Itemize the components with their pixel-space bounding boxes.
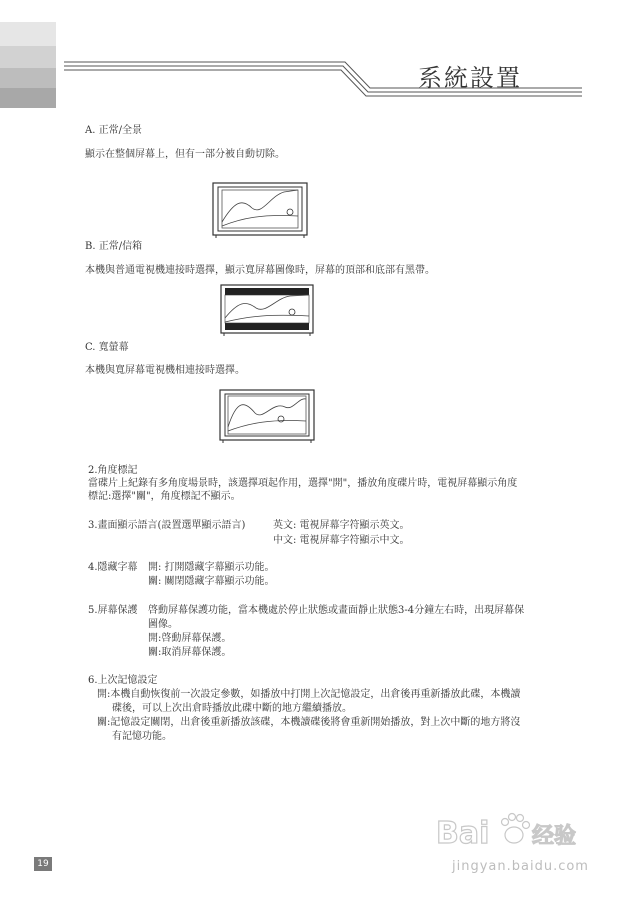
item4-opt-off: 關: 關閉隱藏字幕顯示功能。	[148, 576, 275, 587]
item6-on-line1: 開:本機自動恢復前一次設定參數，如播放中打開上次記憶設定，出倉後再重新播放此碟，本機讀	[97, 689, 521, 700]
item2-line2: 標記:選擇"關"，角度標記不顯示。	[88, 491, 241, 502]
header-rule	[0, 0, 621, 100]
tv-full-screen-icon	[212, 182, 308, 238]
baidu-watermark-logo	[432, 805, 592, 857]
item6-off-line2: 有記憶功能。	[112, 731, 172, 742]
section-b-label: B. 正常/信箱	[85, 241, 143, 252]
page-title: 系統設置	[418, 64, 522, 92]
section-a-desc: 顯示在整個屏幕上，但有一部分被自動切除。	[85, 149, 285, 160]
paw-icon	[502, 814, 530, 844]
watermark-brand: Bai	[436, 816, 490, 851]
item3-title: 3.畫面顯示語言(設置選單顯示語言)	[88, 520, 246, 531]
item5-opt-on: 開:啓動屏幕保護。	[148, 633, 232, 644]
item6-title: 6.上次記憶設定	[88, 675, 158, 686]
section-c-desc: 本機與寬屏幕電視機相連接時選擇。	[85, 365, 245, 376]
section-a-label: A. 正常/全景	[85, 125, 142, 136]
item2-title: 2.角度標記	[88, 465, 138, 476]
item5-line1: 啓動屏幕保護功能，當本機處於停止狀態或畫面靜止狀態3-4分鐘左右時，出現屏幕保	[148, 605, 525, 616]
tv-wide-screen-icon	[219, 389, 315, 443]
page-number: 19	[34, 857, 52, 871]
item2-line1: 當碟片上紀錄有多角度場景時，該選擇項起作用，選擇"開"，播放角度碟片時，電視屏幕顯示角度	[88, 478, 518, 489]
item6-on-line2: 碟後，可以上次出倉時播放此碟中斷的地方繼續播放。	[112, 703, 352, 714]
tv-letterbox-icon	[220, 284, 314, 336]
item3-opt-chinese: 中文: 電視屏幕字符顯示中文。	[273, 535, 410, 546]
item4-title: 4.隱藏字幕	[88, 562, 138, 573]
item3-opt-english: 英文: 電視屏幕字符顯示英文。	[273, 520, 410, 531]
item6-off-line1: 關:記憶設定關閉，出倉後重新播放該碟，本機讀碟後將會重新開始播放，對上次中斷的地方將沒	[97, 717, 521, 728]
item4-opt-on: 開: 打開隱藏字幕顯示功能。	[148, 562, 275, 573]
item5-opt-off: 關:取消屏幕保護。	[148, 647, 232, 658]
watermark-brand-cn: 经验	[532, 824, 577, 849]
watermark-url: jingyan.baidu.com	[452, 859, 589, 874]
section-b-desc: 本機與普通電視機連接時選擇，顯示寬屏幕圖像時，屏幕的頂部和底部有黑帶。	[85, 265, 435, 276]
section-c-label: C. 寬螢幕	[85, 342, 129, 353]
item5-title: 5.屏幕保護	[88, 605, 138, 616]
item5-line2: 圖像。	[148, 619, 178, 630]
